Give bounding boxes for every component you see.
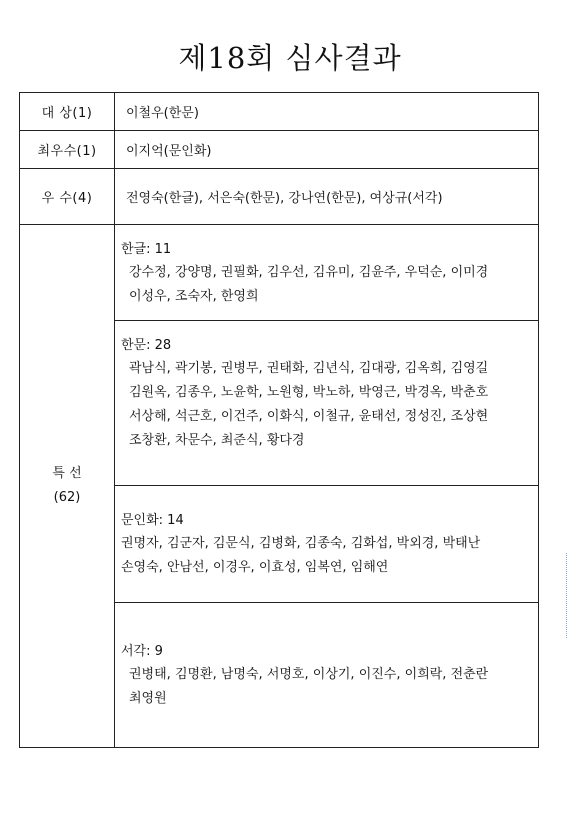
award-row-grand-prize — [20, 93, 539, 131]
group-header: 문인화: 14 — [121, 513, 184, 528]
award-row-merit — [20, 169, 539, 225]
group-names — [121, 261, 532, 309]
margin-dotted-mark — [566, 553, 568, 638]
name-line: 조창환, 차문수, 최준식, 황다경 — [129, 433, 305, 448]
category-excellence: 최우수(1) — [20, 131, 115, 169]
special-group-seogak — [115, 603, 539, 748]
special-row-hangul — [20, 225, 539, 321]
name-line: 곽남식, 곽기봉, 권병무, 권태화, 김년식, 김대광, 김옥희, 김영길 — [129, 361, 489, 376]
award-row-excellence — [20, 131, 539, 169]
winners-merit: 전영숙(한글), 서은숙(한문), 강나연(한문), 여상규(서각) — [115, 169, 539, 225]
name-line: 이성우, 조숙자, 한영희 — [129, 289, 259, 304]
special-group-hangul — [115, 225, 539, 321]
group-header: 한글: 11 — [121, 242, 172, 257]
special-group-hanmun — [115, 321, 539, 486]
group-header: 서각: 9 — [121, 644, 163, 659]
special-count: (62) — [53, 490, 81, 505]
results-table — [19, 92, 539, 748]
winners-grand-prize: 이철우(한문) — [115, 93, 539, 131]
category-special — [20, 225, 115, 748]
group-names — [121, 357, 532, 453]
special-label: 특 선 — [52, 466, 82, 481]
category-merit: 우 수(4) — [20, 169, 115, 225]
group-header: 한문: 28 — [121, 338, 172, 353]
name-line: 강수정, 강양명, 권필화, 김우선, 김유미, 김윤주, 우덕순, 이미경 — [129, 265, 489, 280]
name-line: 권병태, 김명환, 남명숙, 서명호, 이상기, 이진수, 이희락, 전춘란 — [129, 667, 489, 682]
name-line: 손영숙, 안남선, 이경우, 이효성, 임복연, 임해연 — [121, 560, 389, 575]
group-names — [121, 532, 532, 580]
page-title: 제18회 심사결과 — [178, 41, 402, 75]
name-line: 최영원 — [129, 691, 167, 706]
special-group-munin — [115, 486, 539, 603]
winners-excellence: 이지억(문인화) — [115, 131, 539, 169]
group-names — [121, 663, 532, 711]
category-grand-prize: 대 상(1) — [20, 93, 115, 131]
name-line: 서상해, 석근호, 이건주, 이화식, 이철규, 윤태선, 정성진, 조상현 — [129, 409, 489, 424]
name-line: 김원옥, 김종우, 노윤학, 노원형, 박노하, 박영근, 박경옥, 박춘호 — [129, 385, 489, 400]
name-line: 권명자, 김군자, 김문식, 김병화, 김종숙, 김화섭, 박외경, 박태난 — [121, 536, 481, 551]
